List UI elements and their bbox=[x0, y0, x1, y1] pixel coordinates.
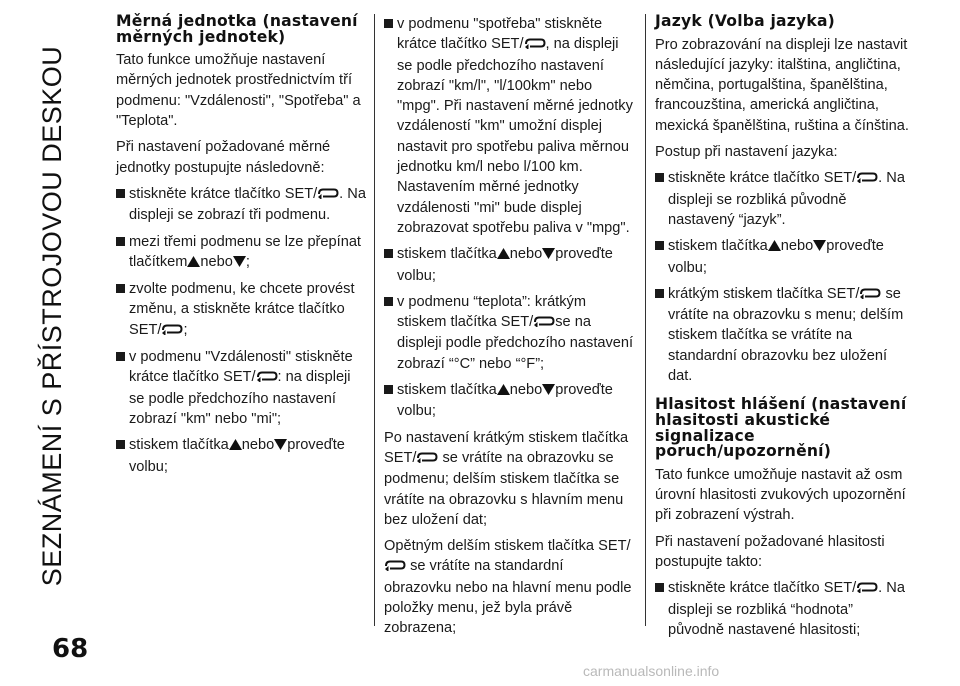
list-item: stiskněte krátce tlačítko SET/ . Na displeji se zobrazí tři podmenu. bbox=[116, 184, 366, 226]
section-heading-language: Jazyk (Volba jazyka) bbox=[655, 12, 836, 30]
bullet-box-icon bbox=[116, 284, 125, 293]
up-triangle-icon bbox=[187, 253, 200, 273]
section-heading-units: Měrná jednotka (nastavení měrných jednotek) bbox=[116, 12, 358, 46]
bullet-box-icon bbox=[384, 19, 393, 28]
bullet-box-icon bbox=[655, 173, 664, 182]
up-triangle-icon bbox=[497, 381, 510, 401]
column-divider bbox=[374, 14, 375, 626]
bullet-box-icon bbox=[116, 189, 125, 198]
column-divider bbox=[645, 14, 646, 626]
down-triangle-icon bbox=[813, 237, 826, 257]
up-triangle-icon bbox=[229, 436, 242, 456]
paragraph: Postup při nastavení jazyka: bbox=[655, 144, 838, 161]
list-item: zvolte podmenu, ke chcete provést změnu, a stiskněte krátce tlačítko SET/ ; bbox=[116, 279, 366, 341]
set-return-arrow-icon bbox=[384, 557, 406, 577]
list-item: stiskněte krátce tlačítko SET/ . Na displeji se rozbliká původně nastavený “jazyk”. bbox=[655, 168, 910, 230]
bullet-box-icon bbox=[116, 237, 125, 246]
list-item: v podmenu “teplota”: krátkým stiskem tlačítka SET/ se na displeji podle předchozího nastavení zobrazí “°C” nebo “°F”; bbox=[384, 292, 634, 374]
set-return-arrow-icon bbox=[317, 185, 339, 205]
sidebar-section-title: SEZNÁMENÍ S PŘÍSTROJOVOU DESKOU bbox=[37, 45, 67, 587]
paragraph: Pro zobrazování na displeji lze nastavit následující jazyky: italština, angličtina, němčina, portugalština, španělština, francouzština, americká angličtina, mexická španělština, ruština a čínština. bbox=[655, 36, 909, 134]
list-item: stiskem tlačítka nebo proveďte volbu; bbox=[116, 435, 366, 477]
up-triangle-icon bbox=[497, 245, 510, 265]
list-item: stiskem tlačítka nebo proveďte volbu; bbox=[384, 244, 634, 286]
paragraph: Po nastavení krátkým stiskem tlačítka SET/ se vrátíte na obrazovku se podmenu; delším stiskem tlačítka se vrátíte na obrazovku s hlavním menu bez uložení dat; bbox=[384, 429, 629, 528]
up-triangle-icon bbox=[768, 237, 781, 257]
list-item: stiskněte krátce tlačítko SET/ . Na displeji se rozbliká “hodnota” původně nastavené hlasitosti; bbox=[655, 578, 910, 640]
page-number: 68 bbox=[52, 634, 89, 664]
bullet-box-icon bbox=[116, 440, 125, 449]
column-1 bbox=[116, 14, 366, 483]
set-return-arrow-icon bbox=[859, 285, 881, 305]
set-return-arrow-icon bbox=[161, 321, 183, 341]
column-2 bbox=[384, 14, 634, 645]
section-heading-volume: Hlasitost hlášení (nastavení hlasitosti akustické signalizace poruch/upozornění) bbox=[655, 395, 907, 461]
bullet-box-icon bbox=[655, 241, 664, 250]
column-3 bbox=[655, 14, 910, 646]
bullet-box-icon bbox=[384, 385, 393, 394]
bullet-box-icon bbox=[116, 352, 125, 361]
list-item: mezi třemi podmenu se lze přepínat tlačítkem nebo ; bbox=[116, 232, 366, 274]
bullet-box-icon bbox=[384, 297, 393, 306]
set-return-arrow-icon bbox=[524, 35, 546, 55]
down-triangle-icon bbox=[274, 436, 287, 456]
bullet-box-icon bbox=[655, 289, 664, 298]
list-item: v podmenu "Vzdálenosti" stiskněte krátce tlačítko SET/ : na displeji se podle předchozího nastavení zobrazí "km" nebo "mi"; bbox=[116, 347, 366, 429]
down-triangle-icon bbox=[542, 381, 555, 401]
paragraph: Při nastavení požadované hlasitosti postupujte takto: bbox=[655, 533, 885, 570]
set-return-arrow-icon bbox=[856, 169, 878, 189]
list-item: krátkým stiskem tlačítka SET/ se vrátíte na obrazovku s menu; delším stiskem tlačítka se vrátíte na standardní obrazovku bez uložení dat. bbox=[655, 284, 910, 386]
paragraph: Opětným delším stiskem tlačítka SET/ se vrátíte na standardní obrazovku nebo na hlavní menu podle položky menu, jež byla právě zobrazena; bbox=[384, 538, 632, 637]
paragraph: Tato funkce umožňuje nastavit až osm úrovní hlasitosti zvukových upozornění při zobrazení výstrah. bbox=[655, 466, 906, 524]
list-item: stiskem tlačítka nebo proveďte volbu; bbox=[655, 236, 910, 278]
set-return-arrow-icon bbox=[416, 449, 438, 469]
set-return-arrow-icon bbox=[856, 579, 878, 599]
paragraph: Při nastavení požadované měrné jednotky postupujte následovně: bbox=[116, 139, 331, 176]
set-return-arrow-icon bbox=[533, 313, 555, 333]
list-item: v podmenu "spotřeba" stiskněte krátce tlačítko SET/ , na displeji se podle předchozího nastavení zobrazí "km/l", "l/100km" nebo "mpg". Při nastavení měrné jednotky vzdáleností "km" umožní displej nastavit pro spotřebu paliva měrnou jednotku km/l nebo l/100 km. Nastavením měrné jednotky vzdálenosti "mi" bude displej zobrazovat spotřebu paliva v "mpg". bbox=[384, 14, 634, 238]
down-triangle-icon bbox=[542, 245, 555, 265]
list-item: stiskem tlačítka nebo proveďte volbu; bbox=[384, 380, 634, 422]
watermark: carmanualsonline.info bbox=[583, 663, 720, 679]
bullet-box-icon bbox=[655, 583, 664, 592]
bullet-box-icon bbox=[384, 249, 393, 258]
down-triangle-icon bbox=[233, 253, 246, 273]
paragraph: Tato funkce umožňuje nastavení měrných jednotek prostřednictvím tří podmenu: "Vzdálenosti", "Spotřeba" a "Teplota". bbox=[116, 52, 361, 130]
set-return-arrow-icon bbox=[256, 368, 278, 388]
